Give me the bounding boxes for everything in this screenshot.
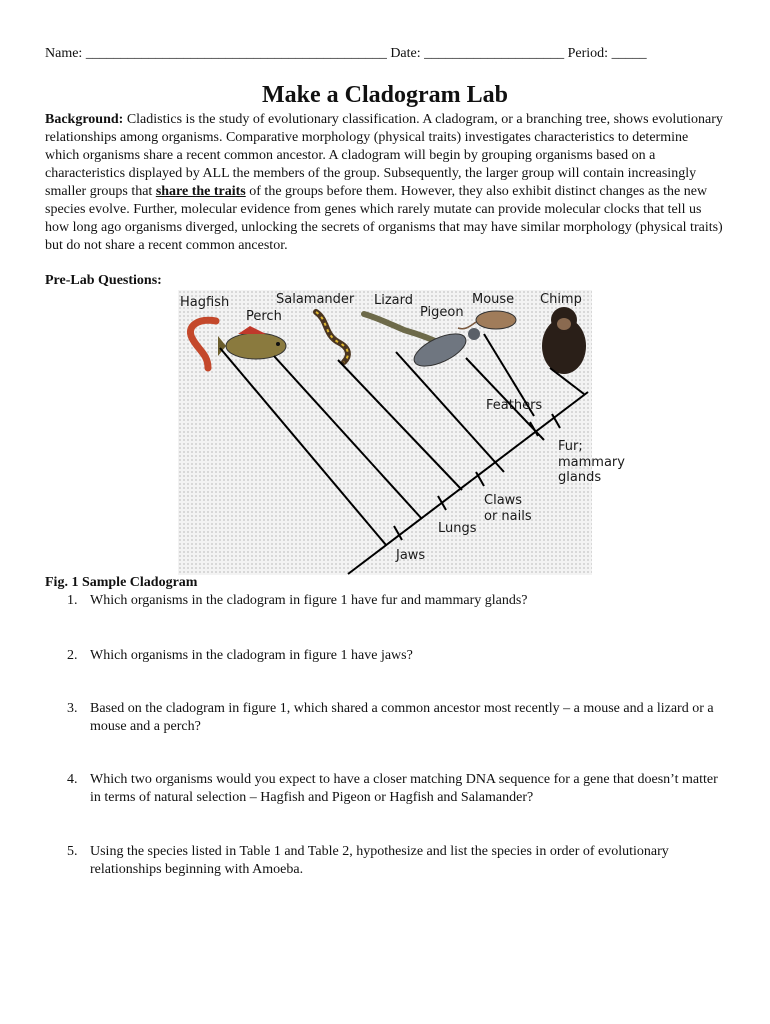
trait-claws-2: or nails: [484, 509, 532, 524]
label-lizard: Lizard: [374, 293, 414, 308]
hagfish-illustration: [190, 320, 216, 368]
cladogram-figure: [178, 290, 625, 575]
tick-lungs: [438, 496, 446, 510]
salamander-illustration: [316, 312, 348, 362]
student-info-line: Name: ___________________________________________ Date: ____________________ Period: _____: [45, 46, 647, 61]
label-mouse: Mouse: [472, 292, 515, 307]
trait-jaws: Jaws: [396, 548, 426, 563]
cladogram-svg: [178, 290, 625, 575]
question-number: 5.: [67, 844, 78, 859]
question-number: 2.: [67, 648, 78, 663]
cladogram-trunk: [348, 392, 588, 574]
label-chimp: Chimp: [540, 292, 582, 307]
figure-caption: Fig. 1 Sample Cladogram: [45, 575, 198, 590]
trait-claws-1: Claws: [484, 493, 523, 508]
question-text: Based on the cladogram in figure 1, which shared a common ancestor most recently – a mouse and a lizard or a mouse and a perch?: [90, 701, 714, 734]
label-salamander: Salamander: [276, 292, 355, 307]
question-number: 3.: [67, 701, 78, 716]
branch-salamander: [338, 360, 462, 490]
branch-hagfish: [220, 348, 386, 545]
question-text: Using the species listed in Table 1 and Table 2, hypothesize and list the species in order of evolutionary relationships beginning with Amoeba.: [90, 844, 669, 877]
question-number: 1.: [67, 593, 78, 608]
background-underlined-text: share the traits: [155, 184, 246, 199]
perch-illustration: [218, 326, 286, 359]
question-text: Which two organisms would you expect to have a closer matching DNA sequence for a gene that doesn’t matter in terms of natural selection – Hagfish and Pigeon or Hagfish and Salamander?: [90, 772, 718, 805]
trait-fur-1: Fur;: [558, 439, 583, 454]
mouse-illustration: [458, 311, 516, 329]
label-hagfish: Hagfish: [180, 295, 230, 310]
background-text-1: Cladistics is the study of evolutionary classification. A cladogram, or a branching tree, shows evolutionary relationships among organisms. Comparative morphology (physical traits) investigates characteristics to determine which organisms share a recent common ancestor. A cladogram will begin by grouping organisms based on a characteristics displayed by ALL the members of the group. Subsequently, the larger group will contain increasingly smaller groups that: [45, 112, 723, 199]
trait-fur-2: mammary: [558, 455, 625, 470]
background-label: Background:: [45, 112, 124, 127]
background-paragraph: [45, 111, 725, 255]
page-title: Make a Cladogram Lab: [262, 82, 508, 108]
background-text-2: of the groups before them. However, they also exhibit distinct changes as the new species evolve. Further, molecular evidence from genes which rarely mutate can provide molecular clocks that tell us how long ago organisms diverged, unlocking the secrets of organisms that may have similar morphology (physical traits) but do not share a recent common ancestor.: [45, 184, 723, 253]
prelab-heading: Pre-Lab Questions:: [45, 273, 162, 288]
trait-lungs: Lungs: [438, 521, 477, 536]
trait-fur-3: glands: [558, 470, 602, 485]
label-perch: Perch: [246, 309, 282, 324]
question-text: Which organisms in the cladogram in figure 1 have fur and mammary glands?: [90, 593, 528, 608]
label-pigeon: Pigeon: [420, 305, 464, 320]
question-number: 4.: [67, 772, 78, 787]
chimp-illustration: [542, 307, 586, 374]
question-text: Which organisms in the cladogram in figure 1 have jaws?: [90, 648, 413, 663]
trait-feathers: Feathers: [486, 398, 543, 413]
